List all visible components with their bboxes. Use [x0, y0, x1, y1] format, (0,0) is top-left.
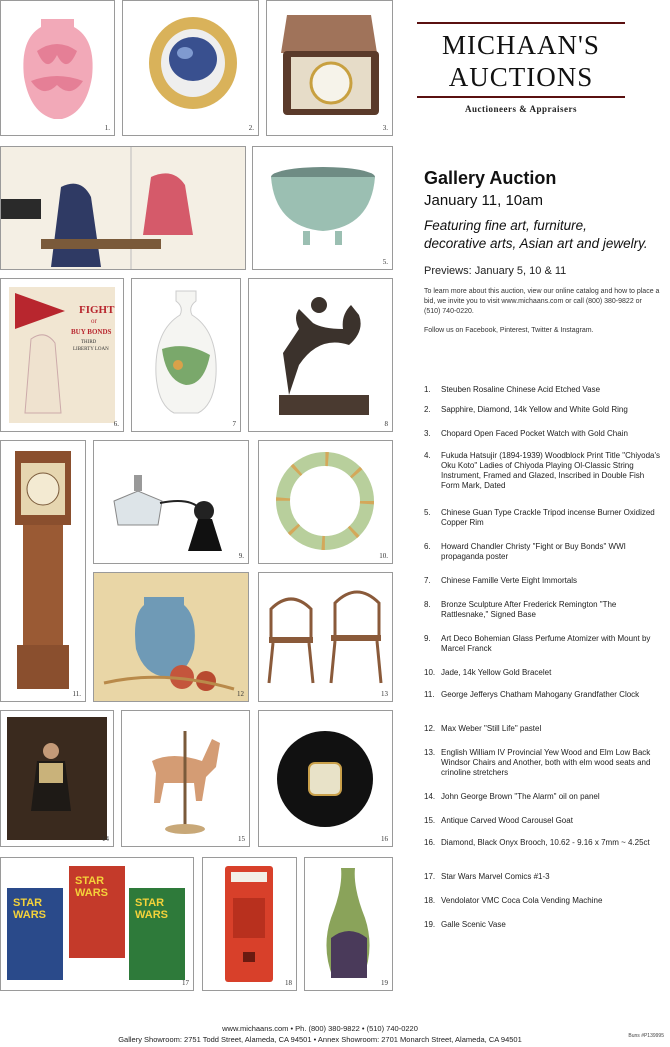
vending-machine-illustration — [203, 858, 296, 990]
lot-list-item: 11. George Jefferys Chatham Mahogany Grandfather Clock — [424, 690, 640, 699]
lot-list-item: 19. Galle Scenic Vase — [424, 920, 506, 929]
lot-image-crackle-burner[interactable]: 5. — [252, 146, 393, 270]
poster-illustration — [1, 279, 123, 431]
learn-more-text: To learn more about this auction, view our online catalog and how to place a bid, we invite you to visit www.michaans.com or call (800) 380-9822 or (510) 740-0220. — [424, 288, 660, 315]
lot-list-item: 18. Vendolator VMC Coca Cola Vending Machine — [424, 896, 603, 905]
lot-list-item: 5. Chinese Guan Type Crackle Tripod incense Burner Oxidized Copper Rim — [424, 508, 655, 527]
lot-list-item: 2. Sapphire, Diamond, 14k Yellow and White Gold Ring — [424, 405, 628, 414]
logo-rule-top — [417, 22, 625, 24]
clock-illustration — [1, 441, 85, 701]
auction-date: January 11, 10am — [424, 192, 543, 209]
michaans-logo — [417, 22, 625, 114]
lot-list-item: 13. English William IV Provincial Yew Wood and Elm Low Back Windsor Chairs and Another, both with elm wood seats and crinoline stretchers — [424, 748, 651, 777]
auction-info — [424, 168, 660, 334]
comics-illustration — [1, 858, 193, 990]
auction-title: Gallery Auction — [424, 168, 557, 188]
painting-illustration — [1, 711, 113, 846]
comic-3-wars: WARS — [135, 909, 168, 921]
lot-image-grandfather-clock[interactable]: 11. — [0, 440, 86, 702]
lot-list — [424, 385, 660, 942]
featuring-line-2: decorative arts, Asian art and jewelry. — [424, 236, 648, 251]
lot-image-pocket-watch[interactable]: 3. — [266, 0, 393, 136]
lot-list-item: 7. Chinese Famille Verte Eight Immortals — [424, 576, 578, 585]
lot-image-steuben-vase[interactable]: 1. — [0, 0, 115, 136]
lot-list-item: 12. Max Weber "Still Life" pastel — [424, 724, 542, 733]
atomizer-illustration — [94, 441, 248, 563]
lot-image-woodblock-print[interactable] — [0, 146, 246, 270]
goat-illustration — [122, 711, 249, 846]
galle-vase-illustration — [305, 858, 392, 990]
logo-rule-bottom — [417, 96, 625, 98]
lot-list-item: 15. Antique Carved Wood Carousel Goat — [424, 816, 573, 825]
lot-image-sapphire-ring[interactable]: 2. — [122, 0, 259, 136]
comic-2-wars: WARS — [75, 887, 108, 899]
footer-addresses: Gallery Showroom: 2751 Todd Street, Alameda, CA 94501 • Annex Showroom: 2701 Monarch Street, Alameda, CA 94501 — [118, 1035, 522, 1044]
lot-image-jade-bracelet[interactable]: 10. — [258, 440, 393, 564]
comic-1-wars: WARS — [13, 909, 46, 921]
lot-list-item: 6. Howard Chandler Christy "Fight or Buy Bonds" WWI propaganda poster — [424, 542, 626, 561]
comic-3-star: STAR — [135, 897, 165, 909]
lot-list-item: 10. Jade, 14k Yellow Gold Bracelet — [424, 668, 552, 677]
ring-illustration — [123, 1, 258, 135]
poster-word-or: or — [91, 317, 97, 325]
burner-illustration — [253, 147, 392, 269]
social-follow-text: Follow us on Facebook, Pinterest, Twitter & Instagram. — [424, 327, 594, 334]
lot-list-item: 16. Diamond, Black Onyx Brooch, 10.62 - 9.16 x 7mm ~ 4.25ct — [424, 838, 650, 847]
lot-list-item: 9. Art Deco Bohemian Glass Perfume Atomizer with Mount by Marcel Franck — [424, 634, 651, 653]
lot-image-vending-machine[interactable]: 18 — [202, 857, 297, 991]
lot-image-brown-painting[interactable]: 14 — [0, 710, 114, 847]
print-code: Buns #P139995 — [628, 1033, 664, 1039]
footer-contact: www.michaans.com • Ph. (800) 380-9822 • (510) 740-0220 — [222, 1024, 418, 1033]
lot-list-item: 17. Star Wars Marvel Comics #1-3 — [424, 872, 550, 881]
watch-box-illustration — [267, 1, 392, 135]
tall-vase-illustration — [132, 279, 240, 431]
chairs-illustration — [259, 573, 392, 701]
lot-image-star-wars-comics[interactable]: STAR WARS STAR WARS STAR WARS 17 — [0, 857, 194, 991]
lot-image-onyx-brooch[interactable]: 16 — [258, 710, 393, 847]
lot-list-item: 14. John George Brown "The Alarm" oil on panel — [424, 792, 600, 801]
lot-image-weber-pastel[interactable]: 12 — [93, 572, 249, 702]
logo-tagline: Auctioneers & Appraisers — [465, 104, 577, 114]
lot-image-bonds-poster[interactable]: FIGHT or BUY BONDS THIRD LIBERTY LOAN 6. — [0, 278, 124, 432]
lot-image-windsor-chairs[interactable]: 13 — [258, 572, 393, 702]
poster-word-bonds: BUY BONDS — [71, 328, 112, 336]
lot-image-bronze-sculpture[interactable]: 8 — [248, 278, 393, 432]
logo-name-line1: MICHAAN'S — [442, 30, 600, 60]
logo-name-line2: AUCTIONS — [448, 62, 594, 92]
poster-word-loan: LIBERTY LOAN — [73, 347, 109, 352]
lot-list-item: 4. Fukuda Hatsujir (1894-1939) Woodblock Print Title "Chiyoda's Oku Koto" Ladies of Chiyoda Playing Ol-Classic String Instrument, Framed and Glazed, Inscribed in Double Fish Form Mark, Dated — [424, 451, 660, 490]
lot-image-carousel-goat[interactable]: 15 — [121, 710, 250, 847]
lot-list-item: 8. Bronze Sculpture After Frederick Remington "The Rattlesnake," Signed Base — [424, 600, 617, 619]
lot-image-perfume-atomizer[interactable]: 9. — [93, 440, 249, 564]
vase-illustration — [1, 1, 114, 135]
lot-image-famille-verte-vase[interactable]: 7 — [131, 278, 241, 432]
lot-list-item: 1. Steuben Rosaline Chinese Acid Etched Vase — [424, 385, 601, 394]
comic-1-star: STAR — [13, 897, 43, 909]
featuring-line-1: Featuring fine art, furniture, — [424, 218, 587, 233]
lot-image-galle-vase[interactable]: 19 — [304, 857, 393, 991]
lot-list-item: 3. Chopard Open Faced Pocket Watch with Gold Chain — [424, 429, 628, 438]
print-illustration — [1, 147, 245, 269]
previews-dates: Previews: January 5, 10 & 11 — [424, 265, 567, 277]
still-life-illustration — [94, 573, 248, 701]
comic-2-star: STAR — [75, 875, 105, 887]
poster-word-third: THIRD — [81, 340, 97, 345]
brooch-illustration — [259, 711, 392, 846]
sculpture-illustration — [249, 279, 392, 431]
poster-word-fight: FIGHT — [79, 304, 115, 316]
bracelet-illustration — [259, 441, 392, 563]
